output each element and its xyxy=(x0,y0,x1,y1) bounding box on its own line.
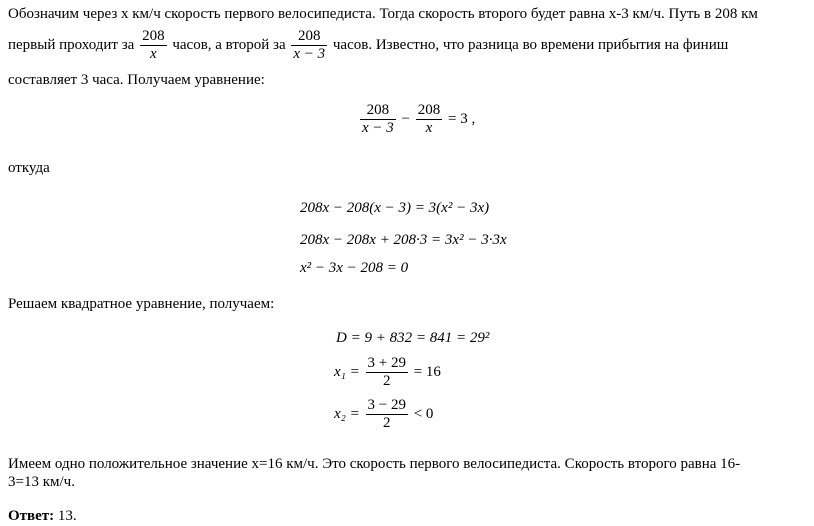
fraction-numerator: 208 xyxy=(291,28,327,46)
paragraph-intro-line3: составляет 3 часа. Получаем уравнение: xyxy=(8,72,265,88)
fraction-numerator: 208 xyxy=(360,102,396,120)
discriminant-line: D = 9 + 832 = 841 = 29² xyxy=(336,330,490,346)
answer-label: Ответ: xyxy=(8,508,55,524)
paragraph-intro-text-b: часов, а второй за xyxy=(172,36,286,53)
equation-rhs: = 3 , xyxy=(448,110,476,127)
fraction-denominator: 2 xyxy=(382,373,391,389)
equation-left-fraction xyxy=(360,102,396,137)
fraction-numerator: 3 + 29 xyxy=(367,355,406,371)
text-quadratic: Решаем квадратное уравнение, получаем: xyxy=(8,296,275,312)
fraction-denominator: x xyxy=(149,46,157,62)
fraction-denominator: 2 xyxy=(382,415,391,431)
fraction-208-over-x xyxy=(140,28,167,63)
paragraph-intro-text-c: часов. Известно, что разница во времени прибытия на финиш xyxy=(332,36,729,53)
conclusion-line2: 3=13 км/ч. xyxy=(8,474,75,490)
fraction-denominator: x xyxy=(425,120,433,136)
equation-line-1: 208x − 208(x − 3) = 3(x² − 3x) xyxy=(300,200,490,216)
fraction-numerator: 208 xyxy=(417,102,441,118)
main-equation xyxy=(358,102,475,137)
paragraph-intro-text-a: первый проходит за xyxy=(8,36,135,53)
root-x1-label: x₁ = xyxy=(334,363,360,380)
fraction-208-over-x-minus-3 xyxy=(291,28,327,63)
root-x1-rhs: = 16 xyxy=(413,363,441,380)
paragraph-intro-line1: Обозначим через х км/ч скорость первого велосипедиста. Тогда скорость второго будет равна х-3 км/ч. Путь в 208 км xyxy=(8,6,758,22)
root-x2-rhs: < 0 xyxy=(413,405,434,422)
equation-line-2: 208x − 208x + 208·3 = 3x² − 3·3x xyxy=(300,232,507,248)
paragraph-intro-line2 xyxy=(8,28,728,63)
root-x2-fraction xyxy=(366,397,408,432)
equation-line-3: x² − 3x − 208 = 0 xyxy=(300,260,409,276)
root-x2-label: x₂ = xyxy=(334,405,360,422)
fraction-denominator: x − 3 xyxy=(362,120,394,136)
root-x1 xyxy=(334,355,441,390)
fraction-numerator: 208 xyxy=(142,28,165,44)
fraction-denominator: x − 3 xyxy=(293,46,326,62)
minus-sign: − xyxy=(401,110,410,127)
fraction-numerator: 3 − 29 xyxy=(367,397,406,413)
text-otkuda: откуда xyxy=(8,160,50,176)
conclusion-line1: Имеем одно положительное значение х=16 км/ч. Это скорость первого велосипедиста. Скорость второго равна 16- xyxy=(8,456,741,472)
equation-right-fraction xyxy=(416,102,443,137)
answer-value: 13. xyxy=(54,508,77,524)
root-x2 xyxy=(334,397,433,432)
root-x1-fraction xyxy=(366,355,408,390)
answer-line xyxy=(8,508,77,525)
